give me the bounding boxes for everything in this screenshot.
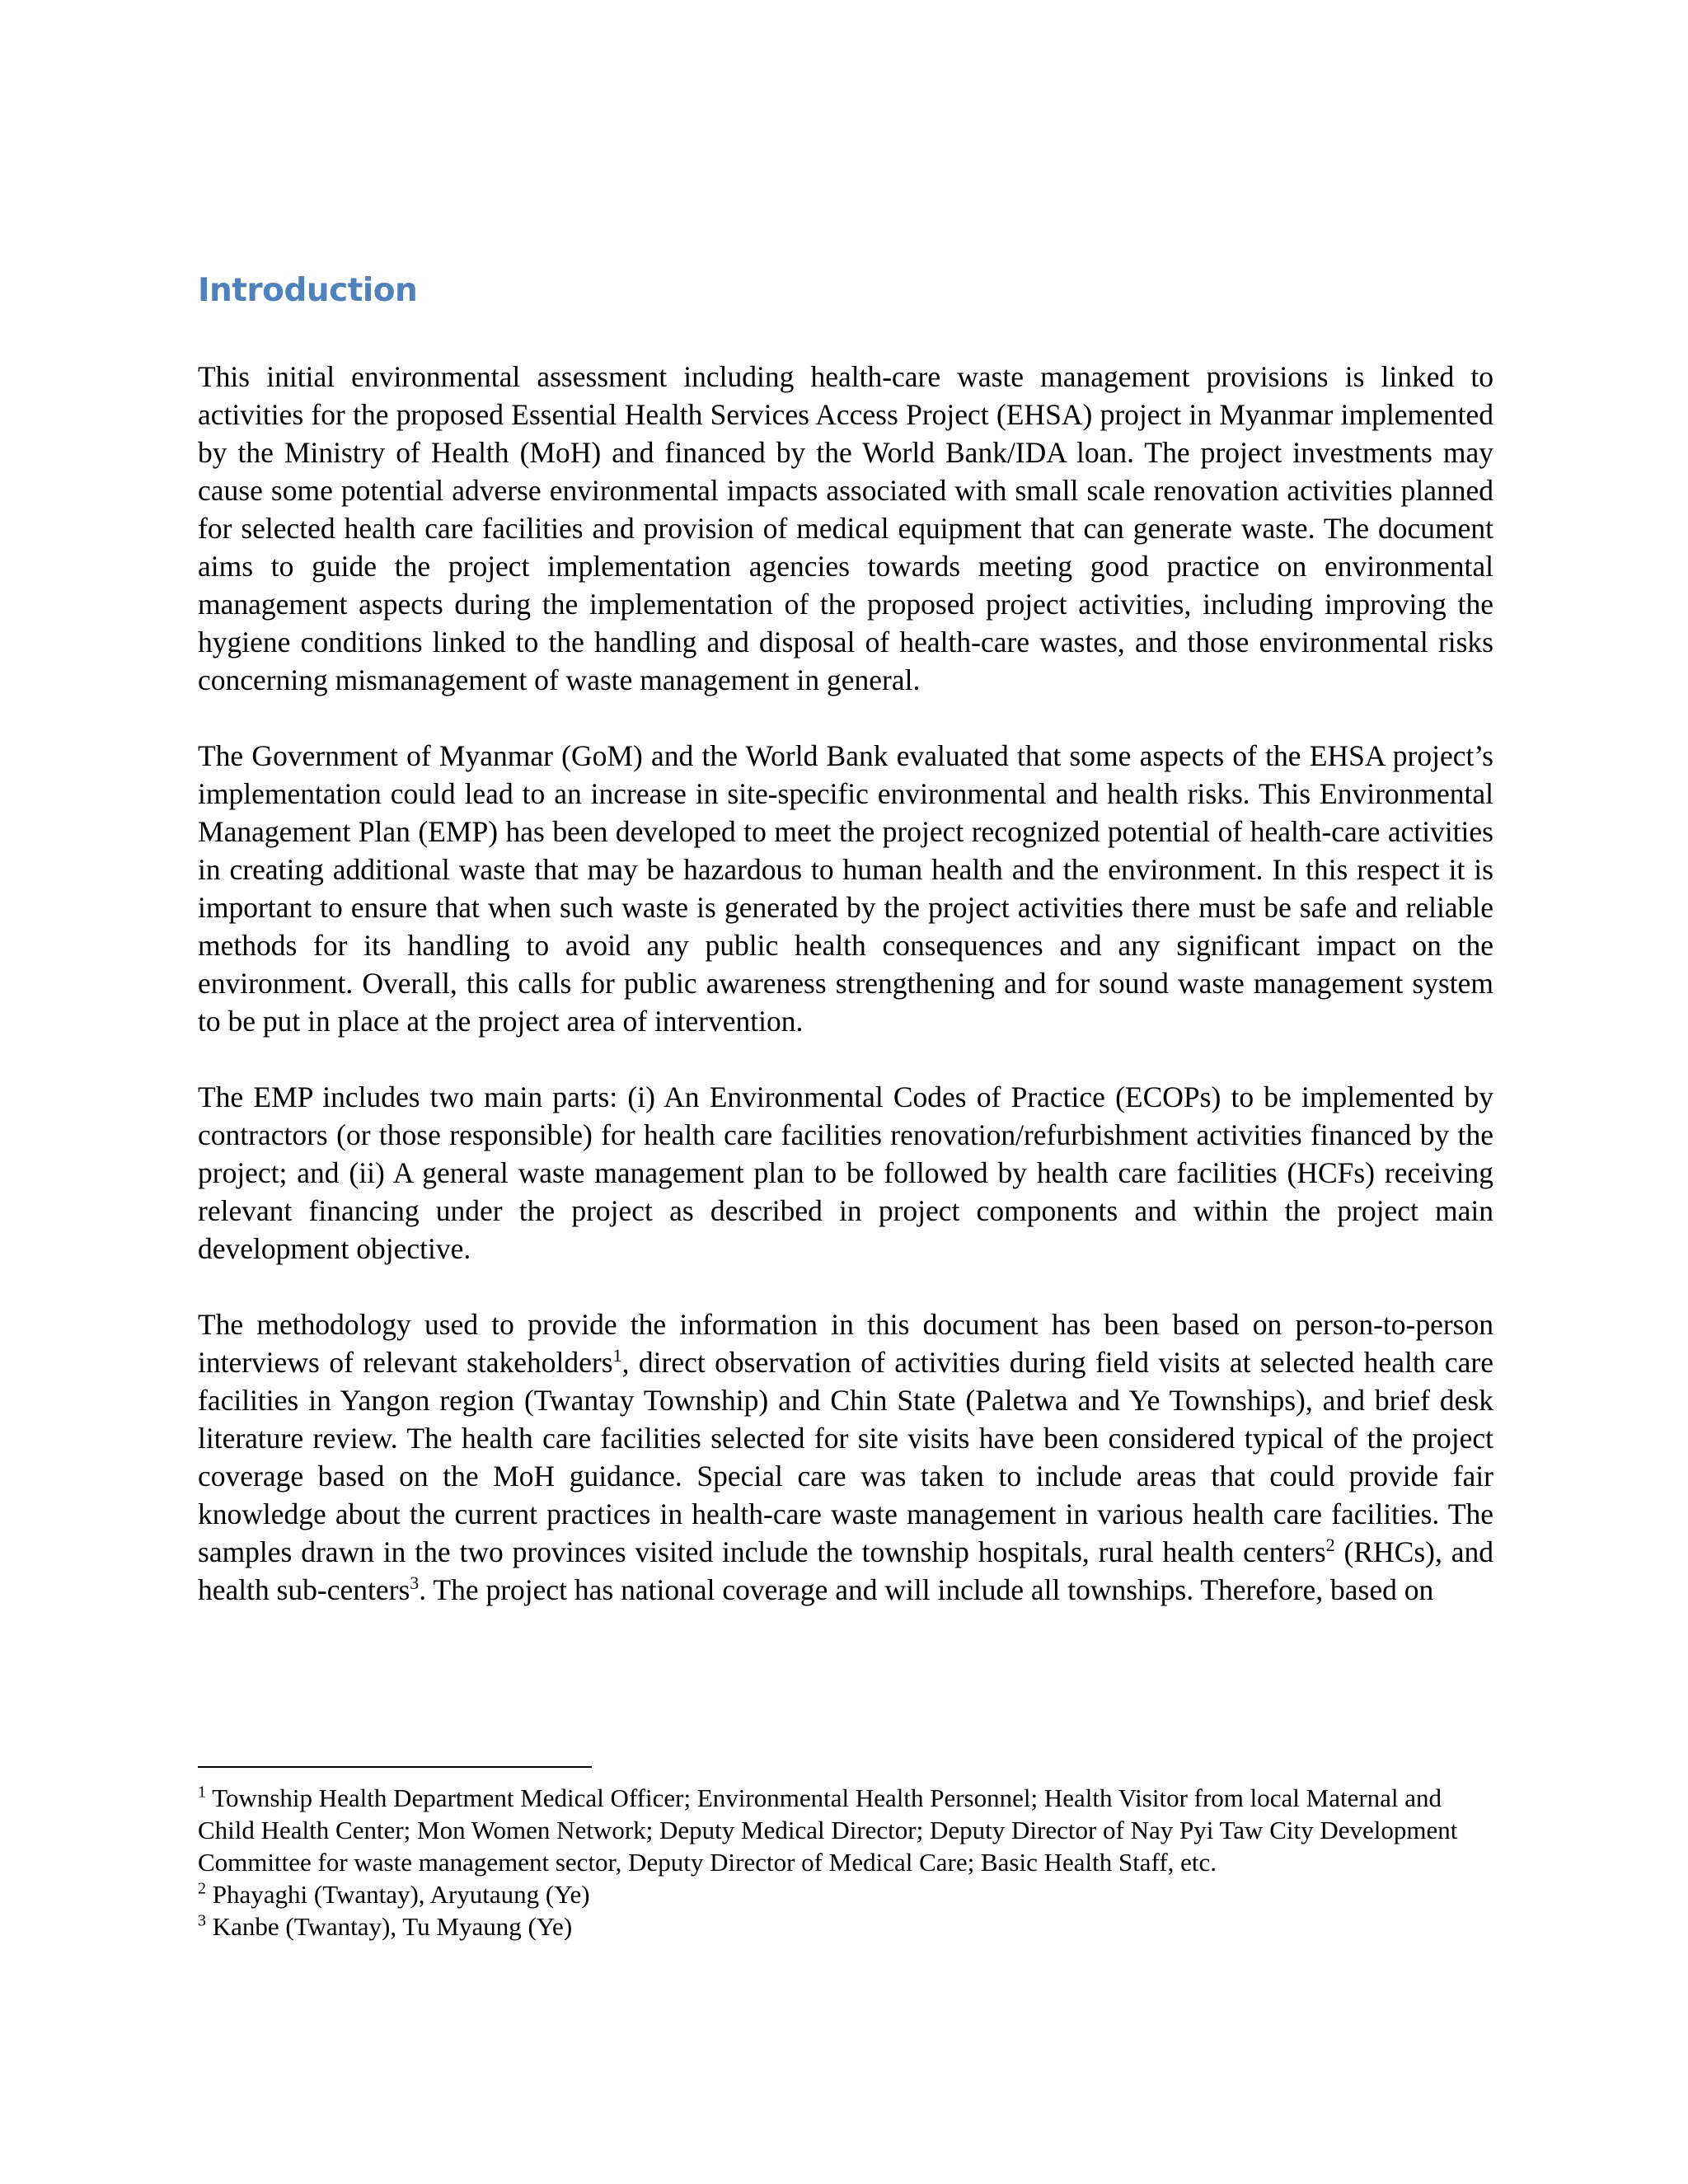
footnotes	[198, 1782, 1493, 1943]
footnote-3	[198, 1910, 1493, 1943]
paragraph-1: This initial environmental assessment including health-care waste management provisions is linked to activities for the proposed Essential Health Services Access Project (EHSA) project in Myanmar implemented by the Ministry of Health (MoH) and financed by the World Bank/IDA loan. The project investments may cause some potential adverse environmental impacts associated with small scale renovation activities planned for selected health care facilities and provision of medical equipment that can generate waste. The document aims to guide the project implementation agencies towards meeting good practice on environmental management aspects during the implementation of the proposed project activities, including improving the hygiene conditions linked to the handling and disposal of health-care wastes, and those environmental risks concerning mismanagement of waste management in general.	[198, 360, 1493, 696]
section-heading: Introduction	[198, 272, 418, 309]
footnote-1	[198, 1782, 1493, 1878]
document-page	[198, 0, 1493, 2184]
footnote-ref-3[interactable]: 3	[410, 1572, 420, 1594]
footnote-1-text: Township Health Department Medical Officer; Environmental Health Personnel; Health Visitor from local Maternal and Child Health Center; Mon Women Network; Deputy Medical Director; Deputy Director of Nay Pyi Taw City Development Committee for waste management sector, Deputy Director of Medical Care; Basic Health Staff, etc.	[198, 1783, 1458, 1877]
footnote-2-text: Phayaghi (Twantay), Aryutaung (Ye)	[206, 1880, 590, 1909]
footnote-marker-1: 1	[198, 1783, 206, 1802]
footnote-marker-3: 3	[198, 1911, 206, 1930]
paragraph-4	[198, 1305, 1493, 1609]
footnote-marker-2: 2	[198, 1879, 206, 1898]
paragraph-4-part-2: , direct observation of activities during field visits at selected health care facilities in Yangon region (Twantay Township) and Chin State (Paletwa and Ye Townships), and brief desk literature review. The health care facilities selected for site visits have been considered typical of the project coverage based on the MoH guidance. Special care was taken to include areas that could provide fair knowledge about the current practices in health-care waste management in various health care facilities. The samples drawn in the two provinces visited include the township hospitals, rural health centers	[198, 1346, 1493, 1568]
paragraph-3: The EMP includes two main parts: (i) An Environmental Codes of Practice (ECOPs) to be implemented by contractors (or those responsible) for health care facilities renovation/refurbishment activities financed by the project; and (ii) A general waste management plan to be followed by health care facilities (HCFs) receiving relevant financing under the project as described in project components and within the project main development objective.	[198, 1080, 1493, 1265]
footnote-2	[198, 1878, 1493, 1910]
footnote-3-text: Kanbe (Twantay), Tu Myaung (Ye)	[206, 1912, 573, 1941]
body-text	[198, 358, 1493, 1647]
paragraph-4-part-3: (RHCs), and health sub-centers	[198, 1535, 1493, 1606]
paragraph-4-part-1: The methodology used to provide the information in this document has been based on person-to-person interviews of relevant stakeholders	[198, 1308, 1493, 1379]
footnote-ref-1[interactable]: 1	[612, 1345, 622, 1366]
footnote-ref-2[interactable]: 2	[1325, 1535, 1335, 1556]
paragraph-2: The Government of Myanmar (GoM) and the World Bank evaluated that some aspects of the EHSA project’s implementation could lead to an increase in site-specific environmental and health risks. This Environmental Management Plan (EMP) has been developed to meet the project recognized potential of health-care activities in creating additional waste that may be hazardous to human health and the environment. In this respect it is important to ensure that when such waste is generated by the project activities there must be safe and reliable methods for its handling to avoid any public health consequences and any significant impact on the environment. Overall, this calls for public awareness strengthening and for sound waste management system to be put in place at the project area of intervention.	[198, 739, 1493, 1038]
footnote-separator	[198, 1766, 592, 1768]
paragraph-4-part-4: . The project has national coverage and will include all townships. Therefore, based on	[419, 1573, 1434, 1606]
